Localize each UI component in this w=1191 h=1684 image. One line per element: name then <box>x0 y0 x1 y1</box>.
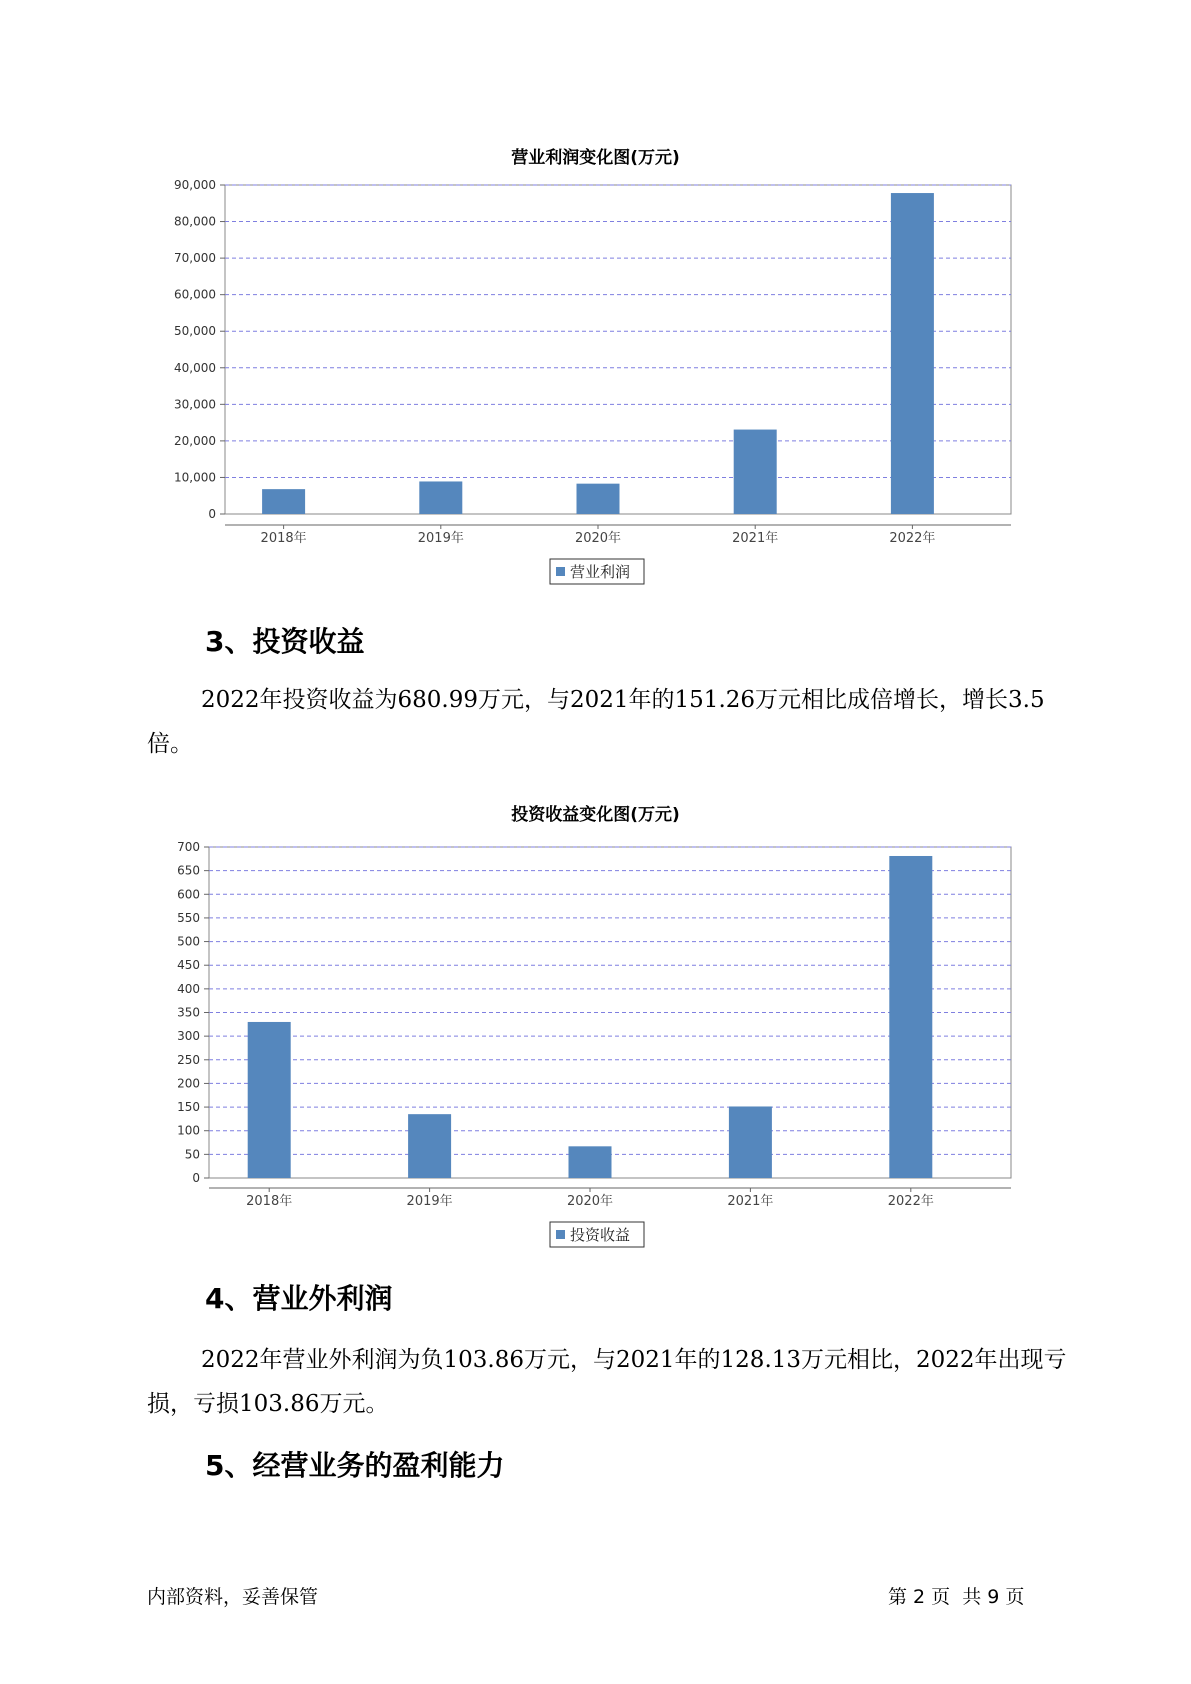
x-tick-label: 2022年 <box>889 531 936 546</box>
y-tick-label: 350 <box>177 1005 200 1020</box>
x-tick-label: 2020年 <box>566 1194 614 1209</box>
footer-confidential-note: 内部资料，妥善保管 <box>147 1586 319 1608</box>
y-tick-label: 300 <box>177 1029 200 1044</box>
legend-label: 营业利润 <box>570 563 631 581</box>
y-tick-label: 650 <box>177 863 200 878</box>
y-tick-label: 90,000 <box>174 178 216 192</box>
legend-swatch <box>556 1230 565 1239</box>
x-tick-label: 2021年 <box>727 1194 774 1209</box>
y-tick-label: 70,000 <box>174 251 216 266</box>
section-3-paragraph: 2022年投资收益为680.99万元，与2021年的151.26万元相比成倍增长，增长3.5倍。 <box>147 687 1045 757</box>
y-tick-label: 50 <box>184 1147 200 1162</box>
y-tick-label: 200 <box>177 1076 200 1091</box>
y-tick-label: 250 <box>177 1052 200 1067</box>
y-tick-label: 30,000 <box>174 397 216 412</box>
y-tick-label: 500 <box>177 934 200 949</box>
y-tick-label: 50,000 <box>174 324 216 339</box>
chart-1-title: 营业利润变化图(万元) <box>511 148 680 168</box>
y-tick-label: 600 <box>177 887 200 902</box>
bar <box>569 1146 612 1178</box>
y-tick-label: 20,000 <box>174 433 216 448</box>
y-tick-label: 450 <box>177 958 200 973</box>
y-tick-label: 100 <box>177 1123 200 1138</box>
section-5-heading: 5、经营业务的盈利能力 <box>205 1449 505 1482</box>
section-4-heading: 4、营业外利润 <box>205 1282 393 1315</box>
x-tick-label: 2020年 <box>574 531 622 546</box>
bar <box>729 1106 772 1178</box>
y-tick-label: 150 <box>177 1100 200 1115</box>
x-tick-label: 2022年 <box>887 1194 934 1209</box>
y-tick-label: 700 <box>177 840 200 854</box>
y-tick-label: 400 <box>177 981 200 996</box>
bar <box>889 856 932 1178</box>
chart-2-title: 投资收益变化图(万元) <box>511 805 680 825</box>
x-tick-label: 2019年 <box>406 1194 453 1209</box>
y-tick-label: 80,000 <box>174 214 216 229</box>
x-tick-label: 2018年 <box>260 531 307 546</box>
x-tick-label: 2019年 <box>417 531 464 546</box>
footer-page-number: 第 2 页 共 9 页 <box>888 1586 1025 1608</box>
bar <box>408 1114 451 1178</box>
bar <box>248 1022 291 1178</box>
y-tick-label: 10,000 <box>174 470 216 485</box>
y-tick-label: 550 <box>177 910 200 925</box>
x-tick-label: 2018年 <box>246 1194 293 1209</box>
section-4-paragraph: 2022年营业外利润为负103.86万元，与2021年的128.13万元相比，2022年出现亏损，亏损103.86万元。 <box>147 1347 1067 1417</box>
y-tick-label: 0 <box>192 1171 200 1185</box>
y-tick-label: 0 <box>208 507 216 521</box>
y-tick-label: 40,000 <box>174 360 216 375</box>
y-tick-label: 60,000 <box>174 287 216 302</box>
legend-label: 投资收益 <box>570 1226 631 1244</box>
section-3-heading: 3、投资收益 <box>205 625 365 658</box>
x-tick-label: 2021年 <box>732 531 779 546</box>
